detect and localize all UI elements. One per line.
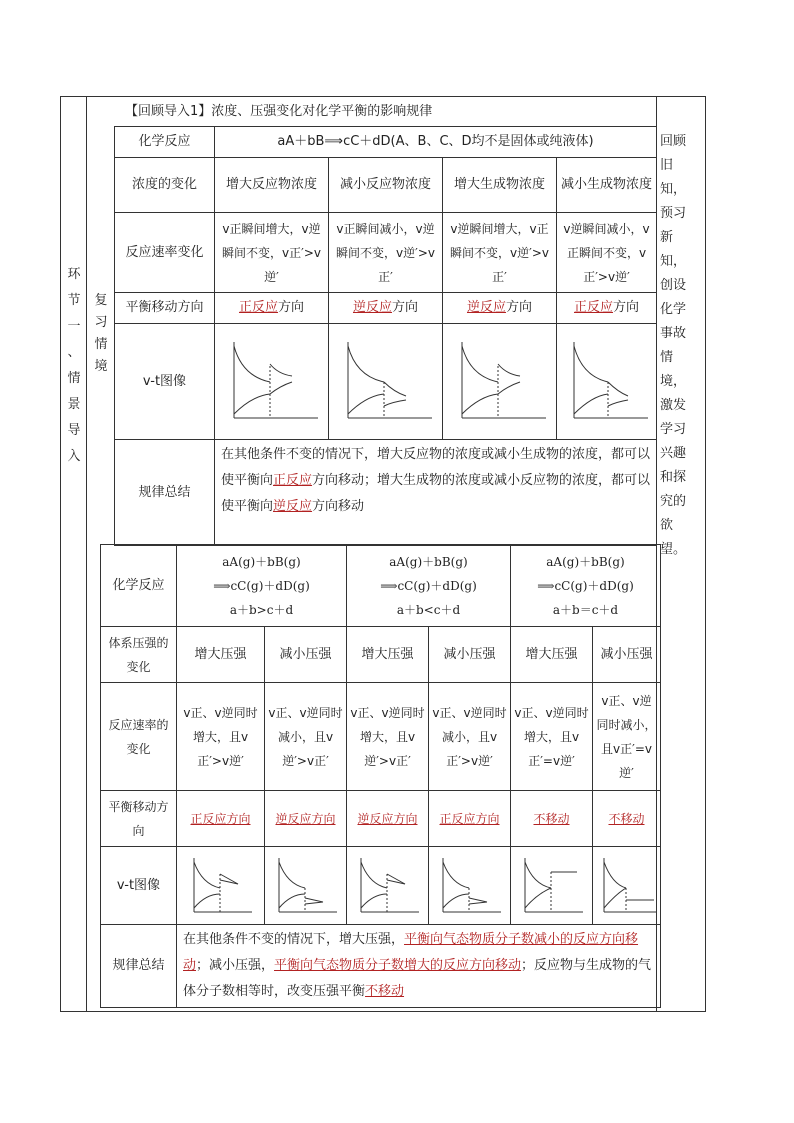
cell: 减小压强 [429,627,511,683]
underlined-answer: 逆反应方向 [275,811,336,826]
cell [329,293,443,324]
row-label: 平衡移动方向 [101,791,177,847]
row-label: 化学反应 [101,545,177,627]
underlined-answer: 逆反应方向 [357,811,418,826]
cell [265,791,347,847]
cell: v正、v逆同时增大，且v正′>v逆′ [177,683,265,791]
row-label: 平衡移动方向 [115,293,215,324]
underlined-answer: 正反应方向 [190,811,251,826]
vt-graph-icon [596,854,660,918]
reaction-equation: aA＋bB⟹cC＋dD(A、B、C、D均不是固体或纯液体) [215,127,657,158]
underlined-answer: 平衡向气态物质分子数增大的反应方向移动 [274,958,522,973]
design-intent-text: 回顾旧知，预习新知，创设化学事故情境，激发学习兴趣和探究的欲望。 [660,134,687,557]
underlined-answer: 逆反应 [273,499,313,514]
cell: aA(g)＋bB(g) ⟹cC(g)＋dD(g) a＋b＝c＋d [511,545,661,627]
cell [557,293,657,324]
vt-graph-icon [517,854,587,918]
row-label: 化学反应 [115,127,215,158]
cell: v正瞬间减小，v逆瞬间不变，v逆′>v正′ [329,213,443,293]
suffix: 方向 [506,300,533,315]
rule-summary: 在其他条件不变的情况下，增大压强，平衡向气态物质分子数减小的反应方向移动；减小压强，平衡向气态物质分子数增大的反应方向移动；反应物与生成物的气体分子数相等时，改变压强平衡不移动 [177,925,661,1008]
cell: v正、v逆同时减小，且v正′=v逆′ [593,683,661,791]
underlined-answer: 逆反应 [466,300,506,315]
underlined-answer: 不移动 [608,811,645,826]
cell: 增大压强 [347,627,429,683]
vt-graph-cell [329,324,443,440]
cell: aA(g)＋bB(g) ⟹cC(g)＋dD(g) a＋b<c＋d [347,545,511,627]
row-label: 体系压强的变化 [101,627,177,683]
cell: v正、v逆同时减小，且v逆′>v正′ [265,683,347,791]
cell: v正、v逆同时增大，且v逆′>v正′ [347,683,429,791]
vt-graph-icon [450,336,550,428]
section-header: 【回顾导入1】浓度、压强变化对化学平衡的影响规律 [125,104,433,119]
col-divider-1 [86,96,87,1012]
vt-graph-icon [271,854,341,918]
vt-graph-icon [435,854,505,918]
underlined-answer: 正反应方向 [439,811,500,826]
cell [429,791,511,847]
cell: 增大压强 [177,627,265,683]
underlined-answer: 逆反应 [352,300,392,315]
cell: v逆瞬间减小，v正瞬间不变，v正′>v逆′ [557,213,657,293]
cell [347,791,429,847]
row-label: 规律总结 [101,925,177,1008]
vt-graph-icon [562,336,652,428]
cell: 增大反应物浓度 [215,158,329,213]
cell: 减小压强 [593,627,661,683]
suffix: 方向 [613,300,640,315]
underlined-answer: 正反应 [573,300,613,315]
row-label: 反应速率的变化 [101,683,177,791]
vt-graph-cell [557,324,657,440]
vt-graph-cell [215,324,329,440]
suffix: 方向 [278,300,305,315]
vt-graph-icon [186,854,256,918]
row-label: 规律总结 [115,440,215,546]
underlined-answer: 正反应 [273,473,313,488]
underlined-answer: 不移动 [533,811,570,826]
vt-graph-cell [593,847,661,925]
row-label: 浓度的变化 [115,158,215,213]
scene-label: 复 习 情 境 [94,293,108,374]
cell: v正瞬间增大，v逆瞬间不变，v正′>v逆′ [215,213,329,293]
cell: 减小生成物浓度 [557,158,657,213]
underlined-answer: 正反应 [238,300,278,315]
vt-graph-cell [265,847,347,925]
vt-graph-cell [177,847,265,925]
cell [511,791,593,847]
underlined-answer: 不移动 [365,984,405,999]
cell: 减小反应物浓度 [329,158,443,213]
cell: aA(g)＋bB(g) ⟹cC(g)＋dD(g) a＋b>c＋d [177,545,347,627]
row-label: v-t图像 [115,324,215,440]
concentration-table [114,126,657,546]
row-label: 反应速率变化 [115,213,215,293]
section-label: 环 节 一 、 情 景 导 入 [67,267,81,464]
vt-graph-cell [347,847,429,925]
cell [215,293,329,324]
vt-graph-icon [222,336,322,428]
row-label: v-t图像 [101,847,177,925]
vt-graph-cell [429,847,511,925]
rule-summary: 在其他条件不变的情况下，增大反应物的浓度或减小生成物的浓度，都可以使平衡向正反应方向移动；增大生成物的浓度或减小反应物的浓度，都可以使平衡向逆反应方向移动 [215,440,657,546]
cell: v正、v逆同时减小，且v正′>v逆′ [429,683,511,791]
suffix: 方向 [392,300,419,315]
vt-graph-icon [353,854,423,918]
cell: 减小压强 [265,627,347,683]
underlined-answer: 平衡向气态物质分子数减小的反应方向移动 [183,932,639,973]
cell: v逆瞬间增大，v正瞬间不变，v逆′>v正′ [443,213,557,293]
vt-graph-cell [443,324,557,440]
pressure-table [100,544,661,1008]
cell [593,791,661,847]
vt-graph-icon [336,336,436,428]
cell [443,293,557,324]
cell: 增大压强 [511,627,593,683]
vt-graph-cell [511,847,593,925]
cell [177,791,265,847]
cell: 增大生成物浓度 [443,158,557,213]
cell: v正、v逆同时增大，且v正′=v逆′ [511,683,593,791]
